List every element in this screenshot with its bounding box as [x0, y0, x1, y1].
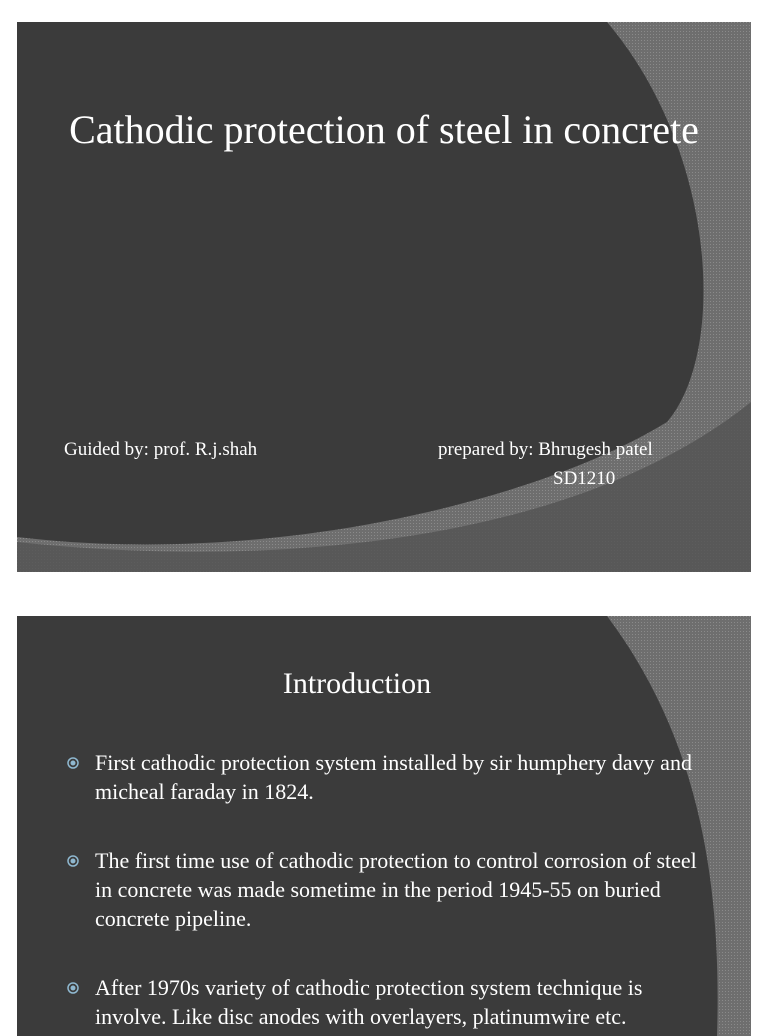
- guided-by-text: Guided by: prof. R.j.shah: [64, 439, 258, 460]
- circle-bullet-icon: [67, 855, 79, 867]
- list-item: [67, 973, 717, 1031]
- prepared-by-text: prepared by: Bhrugesh patel: [438, 439, 653, 460]
- bullet-list: [67, 748, 717, 1036]
- list-item: [67, 846, 717, 933]
- bullet-text: After 1970s variety of cathodic protection system technique is involve. Like disc anodes with overlayers, platinumwire etc.: [95, 975, 643, 1029]
- bullet-text: The first time use of cathodic protection to control corrosion of steel in concrete was made sometime in the period 1945-55 on buried concrete pipeline.: [95, 848, 697, 931]
- circle-bullet-icon: [67, 757, 79, 769]
- introduction-slide: [17, 616, 751, 1036]
- list-item: [67, 748, 717, 806]
- bullet-text: First cathodic protection system installed by sir humphery davy and micheal faraday in 1824.: [95, 750, 692, 804]
- slide-heading: Introduction: [282, 667, 432, 700]
- title-slide: [17, 22, 751, 572]
- circle-bullet-icon: [67, 982, 79, 994]
- presentation-title: Cathodic protection of steel in concrete: [69, 107, 699, 152]
- student-id-text: SD1210: [553, 468, 616, 489]
